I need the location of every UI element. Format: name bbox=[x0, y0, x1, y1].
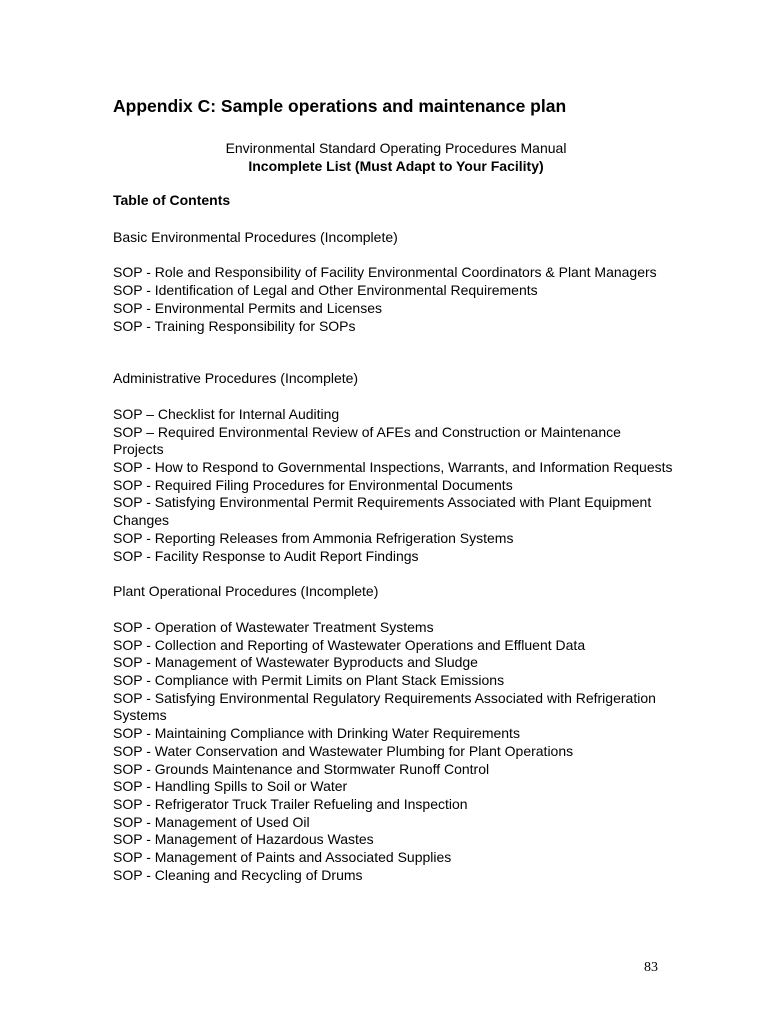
list-item: SOP - Facility Response to Audit Report Findings bbox=[113, 547, 419, 564]
list-item: SOP - Reporting Releases from Ammonia Refrigeration Systems bbox=[113, 529, 514, 546]
list-item: SOP - Satisfying Environmental Regulatory Requirements Associated with Refrigeration Systems bbox=[113, 689, 656, 724]
list-item: SOP - Required Filing Procedures for Environmental Documents bbox=[113, 476, 513, 493]
list-item: SOP - Management of Hazardous Wastes bbox=[113, 831, 374, 848]
page-number: 83 bbox=[644, 960, 658, 975]
list-item: SOP – Required Environmental Review of AFEs and Construction or Maintenance Projects bbox=[113, 423, 621, 458]
list-item: SOP - Role and Responsibility of Facility Environmental Coordinators & Plant Managers bbox=[113, 264, 657, 281]
table-of-contents bbox=[113, 192, 673, 885]
manual-subtitle-block bbox=[113, 139, 679, 175]
list-item: SOP - Cleaning and Recycling of Drums bbox=[113, 866, 363, 883]
list-item: SOP - Maintaining Compliance with Drinking Water Requirements bbox=[113, 725, 520, 742]
list-item: SOP - Collection and Reporting of Wastewater Operations and Effluent Data bbox=[113, 636, 586, 653]
page-title: Appendix C: Sample operations and maintenance plan bbox=[113, 96, 567, 116]
list-item: SOP - Satisfying Environmental Permit Requirements Associated with Plant Equipment Changes bbox=[113, 494, 652, 529]
list-item: SOP - Handling Spills to Soil or Water bbox=[113, 778, 348, 795]
sop-list-basic bbox=[113, 264, 673, 335]
list-item: SOP - Identification of Legal and Other Environmental Requirements bbox=[113, 282, 538, 299]
sop-list-administrative bbox=[113, 406, 673, 565]
section-title-plant-operational: Plant Operational Procedures (Incomplete) bbox=[113, 583, 379, 600]
section-title-administrative: Administrative Procedures (Incomplete) bbox=[113, 370, 359, 387]
manual-subtitle: Environmental Standard Operating Procedures Manual bbox=[225, 140, 567, 156]
list-item: SOP - Water Conservation and Wastewater Plumbing for Plant Operations bbox=[113, 742, 574, 759]
list-item: SOP - Compliance with Permit Limits on Plant Stack Emissions bbox=[113, 672, 505, 689]
list-item: SOP - Refrigerator Truck Trailer Refueling and Inspection bbox=[113, 795, 468, 812]
section-title-basic: Basic Environmental Procedures (Incomplete) bbox=[113, 228, 398, 245]
list-item: SOP - Training Responsibility for SOPs bbox=[113, 317, 356, 334]
list-item: SOP - Management of Paints and Associated Supplies bbox=[113, 849, 452, 866]
list-item: SOP - Management of Used Oil bbox=[113, 813, 310, 830]
list-item: SOP – Checklist for Internal Auditing bbox=[113, 405, 340, 422]
list-item: SOP - Environmental Permits and Licenses bbox=[113, 299, 382, 316]
manual-subtitle-note: Incomplete List (Must Adapt to Your Facility) bbox=[248, 158, 544, 174]
toc-heading: Table of Contents bbox=[113, 192, 231, 208]
list-item: SOP - Grounds Maintenance and Stormwater Runoff Control bbox=[113, 760, 490, 777]
list-item: SOP - How to Respond to Governmental Inspections, Warrants, and Information Requests bbox=[113, 459, 673, 476]
list-item: SOP - Operation of Wastewater Treatment Systems bbox=[113, 618, 434, 635]
sop-list-plant-operational bbox=[113, 619, 673, 885]
list-item: SOP - Management of Wastewater Byproducts and Sludge bbox=[113, 654, 478, 671]
